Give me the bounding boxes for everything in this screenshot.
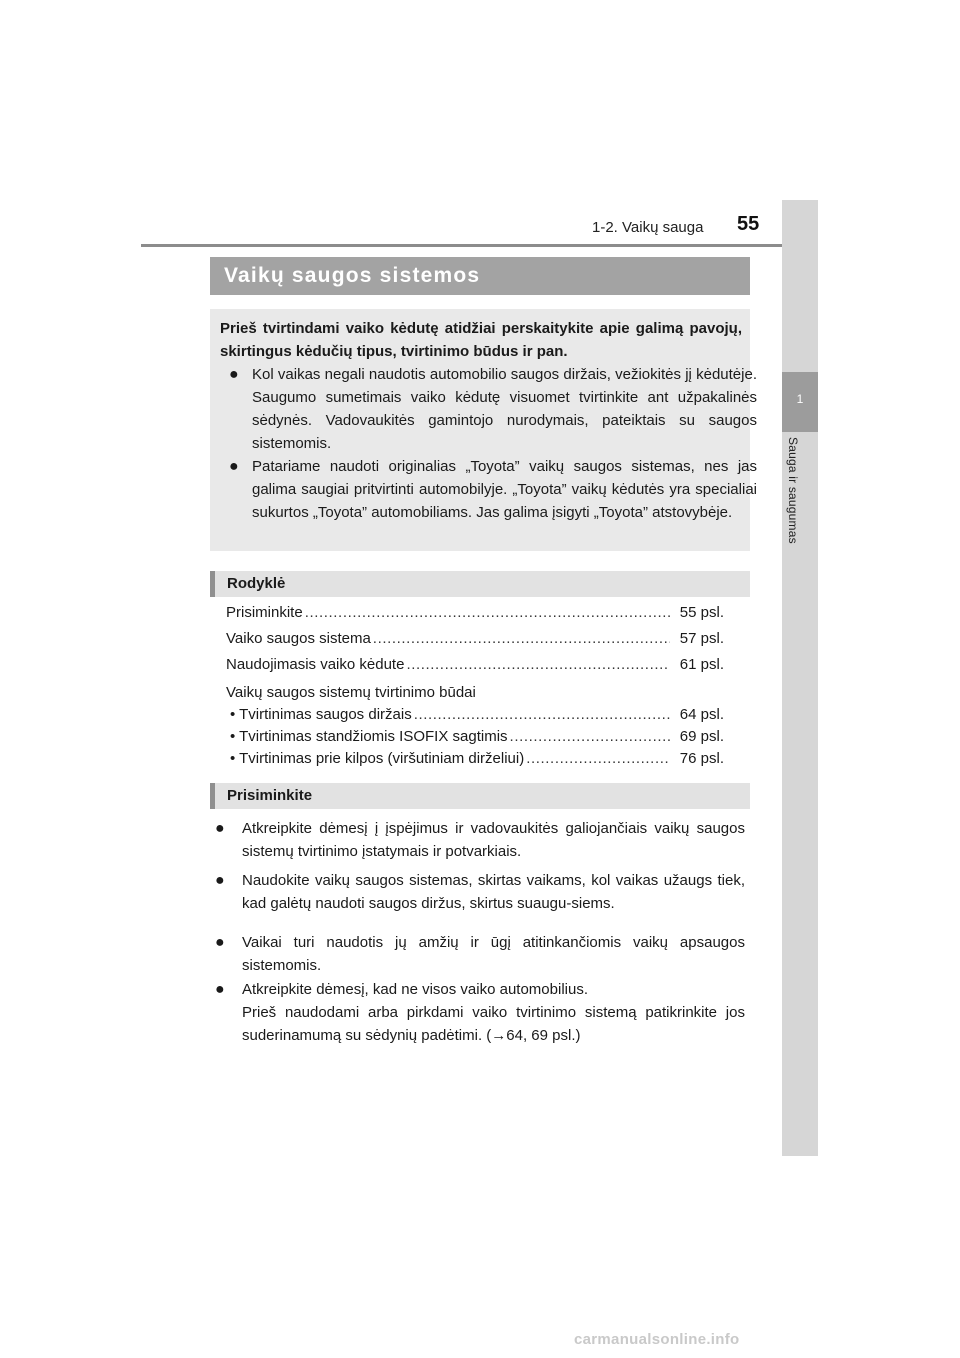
section-label: 1-2. Vaikų sauga	[592, 219, 704, 236]
toc-label: Vaiko saugos sistema	[226, 630, 371, 647]
toc-page: 61 psl.	[679, 656, 724, 673]
toc-label: Naudojimasis vaiko kėdute	[226, 656, 405, 673]
bullet-icon: ●	[215, 872, 225, 889]
remember-bullet-text: Vaikai turi naudotis jų amžių ir ūgį atitinkančiomis vaikų apsaugos sistemomis.	[242, 934, 745, 974]
toc-row[interactable]	[226, 706, 724, 728]
page-number: 55	[737, 213, 760, 235]
toc-leader	[373, 630, 670, 652]
remember-bullet-text: Atkreipkite dėmesį į įspėjimus ir vadovaukitės galiojančiais vaikų saugos sistemų tvirtinimo įstatymais ir potvarkiais.	[242, 820, 745, 860]
bullet-icon: ●	[215, 934, 225, 951]
remember-bullet-text: Naudokite vaikų saugos sistemas, skirtas vaikams, kol vaikas užaugs tiek, kad galėtų naudoti saugos diržus, skirtus suaugu-siems.	[242, 872, 745, 912]
toc-row[interactable]	[226, 750, 724, 772]
toc-label: • Tvirtinimas saugos diržais	[230, 706, 412, 723]
toc-group-label: Vaikų saugos sistemų tvirtinimo būdai	[226, 684, 476, 701]
intro-lead: Prieš tvirtindami vaiko kėdutę atidžiai perskaitykite apie galimą pavojų, skirtingus kėdučių tipus, tvirtinimo būdus ir pan.	[220, 320, 742, 360]
toc-row[interactable]	[226, 604, 724, 626]
index-heading-bar	[210, 571, 750, 597]
bullet-icon: ●	[229, 458, 239, 475]
page-title-bar	[210, 257, 750, 295]
index-heading: Rodyklė	[227, 575, 286, 592]
toc-page: 64 psl.	[679, 706, 724, 723]
toc-row[interactable]	[226, 656, 724, 678]
bullet-icon: ●	[229, 366, 239, 383]
chapter-side-tab	[782, 200, 818, 1156]
bullet-icon: ●	[215, 820, 225, 837]
toc-page: 57 psl.	[679, 630, 724, 647]
toc-page: 69 psl.	[679, 728, 724, 745]
header-rule	[141, 244, 818, 247]
chapter-number: 1	[796, 392, 804, 406]
intro-bullet-text: Kol vaikas negali naudotis automobilio saugos diržais, vežiokitės jį kėdutėje. Saugumo sumetimais vaiko kėdutę visuomet tvirtinkite ant užpakalinės sėdynės. Vadovaukitės gamintojo nurodymais, pateiktais su saugos sistemomis.	[252, 366, 757, 452]
toc-leader	[305, 604, 670, 626]
toc-page: 76 psl.	[679, 750, 724, 767]
remember-bullet-text	[242, 978, 745, 1047]
toc-label: • Tvirtinimas standžiomis ISOFIX sagtimis	[230, 728, 508, 745]
intro-box	[210, 309, 757, 551]
watermark: carmanualsonline.info	[574, 1331, 740, 1348]
page-title: Vaikų saugos sistemos	[224, 264, 481, 287]
toc-row[interactable]	[226, 630, 724, 652]
chapter-title: Sauga ir saugumas	[786, 437, 800, 544]
toc-row[interactable]	[226, 728, 724, 750]
toc-leader	[526, 750, 670, 772]
toc-label: • Tvirtinimas prie kilpos (viršutiniam dirželiui)	[230, 750, 525, 767]
toc-leader	[510, 728, 670, 750]
bullet-icon: ●	[215, 981, 225, 998]
remember-line: Prieš naudodami arba pirkdami vaiko tvirtinimo sistemą patikrinkite jos suderinamumą su sėdynių padėtimi. (→64, 69 psl.)	[242, 1004, 745, 1044]
toc-leader	[414, 706, 670, 728]
toc-label: Prisiminkite	[226, 604, 303, 621]
intro-bullet-text: Patariame naudoti originalias „Toyota” vaikų saugos sistemas, nes jas galima saugiai pritvirtinti automobilyje. „Toyota” vaikų kėdutės yra specialiai sukurtos „Toyota” automobiliams. Jas galima įsigyti „Toyota” atstovybėje.	[252, 458, 757, 521]
remember-line: Atkreipkite dėmesį, kad ne visos vaiko automobilius.	[242, 981, 588, 998]
toc-page: 55 psl.	[679, 604, 724, 621]
remember-heading-bar	[210, 783, 750, 809]
remember-heading: Prisiminkite	[227, 787, 313, 804]
toc-leader	[406, 656, 669, 678]
